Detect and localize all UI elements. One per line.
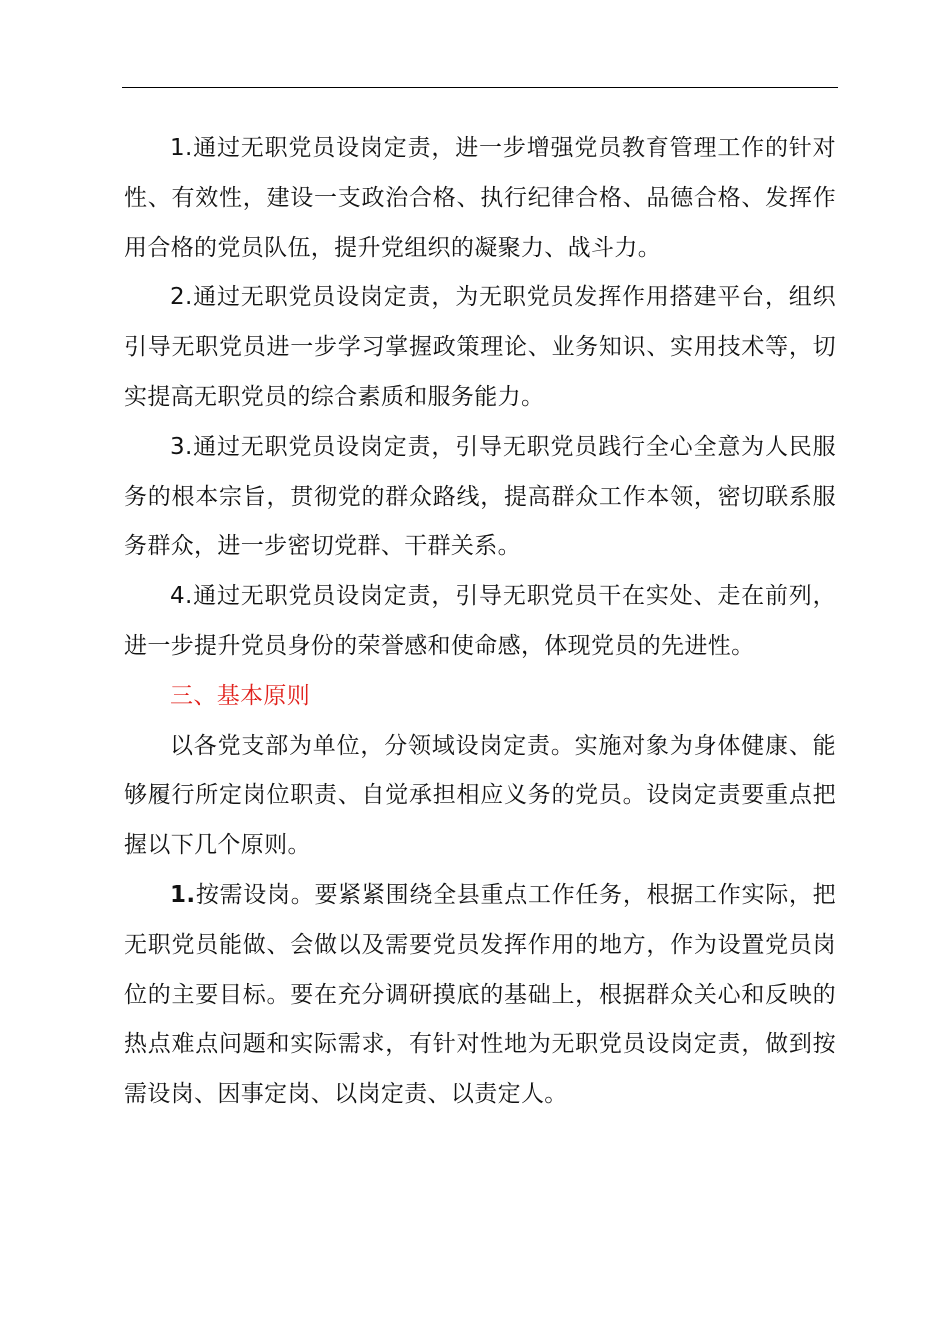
section-heading: 三、基本原则 (170, 682, 311, 709)
principle-1-text: 按需设岗。要紧紧围绕全县重点工作任务，根据工作实际，把无职党员能做、会做以及需要党员发挥作用的地方，作为设置党员岗位的主要目标。要在充分调研摸底的基础上，根据群众关心和反映的热点难点问题和实际需求，有针对性地为无职党员设岗定责，做到按需设岗、因事定岗、以岗定责、以责定人。 (124, 881, 836, 1108)
principles-intro: 以各党支部为单位，分领域设岗定责。实施对象为身体健康、能够履行所定岗位职责、自觉承担相应义务的党员。设岗定责要重点把握以下几个原则。 (124, 732, 836, 859)
paragraph-1: 1.通过无职党员设岗定责，进一步增强党员教育管理工作的针对性、有效性，建设一支政治合格、执行纪律合格、品德合格、发挥作用合格的党员队伍，提升党组织的凝聚力、战斗力。 (124, 135, 836, 261)
document-body (124, 124, 836, 1120)
principle-1-number: 1. (170, 881, 196, 908)
header-rule (122, 87, 838, 88)
paragraph-2: 2.通过无职党员设岗定责，为无职党员发挥作用搭建平台，组织引导无职党员进一步学习掌握政策理论、业务知识、实用技术等，切实提高无职党员的综合素质和服务能力。 (124, 284, 836, 410)
paragraph-3: 3.通过无职党员设岗定责，引导无职党员践行全心全意为人民服务的根本宗旨，贯彻党的群众路线，提高群众工作本领，密切联系服务群众，进一步密切党群、干群关系。 (124, 433, 836, 560)
paragraph-4: 4.通过无职党员设岗定责，引导无职党员干在实处、走在前列，进一步提升党员身份的荣誉感和使命感，体现党员的先进性。 (124, 583, 836, 659)
principle-1 (124, 871, 836, 1120)
